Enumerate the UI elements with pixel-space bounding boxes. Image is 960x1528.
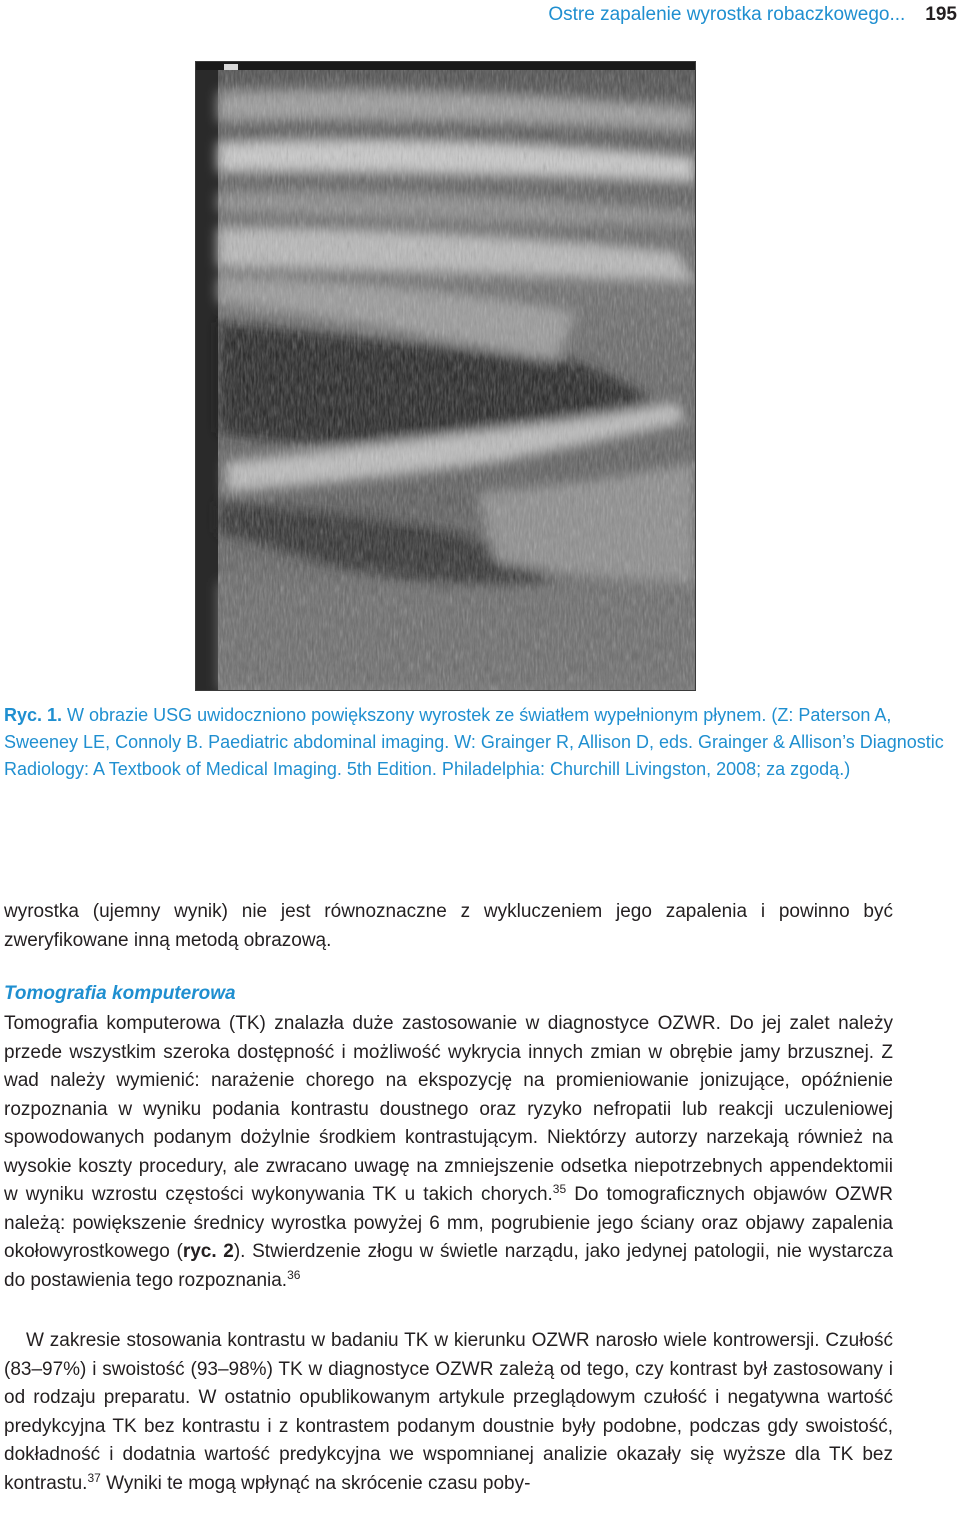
paragraph-2-part-b: Wyniki te mogą wpłynąć na skrócenie czasu poby- [100, 1472, 531, 1494]
paragraph-2 [4, 1327, 893, 1498]
page-number: 195 [925, 4, 957, 25]
ultrasound-image [195, 61, 696, 691]
intro-text: wyrostka (ujemny wynik) nie jest równoznaczne z wykluczeniem jego zapalenia i powinno być zweryfikowane inną metodą obrazową. [4, 901, 893, 951]
figure-caption [4, 702, 954, 783]
running-title: Ostre zapalenie wyrostka robaczkowego... [548, 4, 906, 25]
section-heading: Tomografia komputerowa [4, 983, 236, 1004]
reference-37: 37 [87, 1470, 101, 1485]
figure-label: Ryc. 1. [4, 705, 63, 725]
reference-36: 36 [287, 1267, 301, 1282]
paragraph-2-part-a: W zakresie stosowania kontrastu w badaniu TK w kierunku OZWR narosło wiele kontrowersji. Czułość (83–97%) i swoistość (93–98%) TK w diagnostyce OZWR zależą od tego, czy kontrast był zastosowany i od rodzaju preparatu. W ostatnio opublikowanym artykule przeglądowym czułość i negatywna wartość predykcyjna TK bez kontrastu i z kontrastem podanym doustnie były podobne, podczas gdy swoistość, dokładność i dodatnia wartość predykcyjna we wspomnianej analizie okazały się wyższe dla TK bez kontrastu. [4, 1330, 893, 1494]
paragraph-1 [4, 1010, 893, 1295]
running-header [548, 2, 960, 28]
section-paragraph-1 [4, 1010, 893, 1295]
section-paragraph-2 [4, 1327, 893, 1498]
paragraph-1-part-c: ). Stwierdzenie złogu w świetle narządu, jako jedynej patologii, nie wystarcza do postawienia tego rozpoznania. [4, 1241, 893, 1291]
paragraph-1-part-a: Tomografia komputerowa (TK) znalazła duże zastosowanie w diagnostyce OZWR. Do jej zalet należy przede wszystkim szeroka dostępność i możliwość wykrycia innych zmian w obrębie jamy brzusznej. Z wad należy wymienić: narażenie chorego na ekspozycję na promieniowanie jonizujące, opóźnienie rozpoznania w wyniku podania kontrastu doustnego oraz ryzyko nefropatii lub reakcji uczuleniowej spowodowanych podanym dożylnie środkiem kontrastującym. Niektórzy autorzy narzekają również na wysokie koszty procedury, ale zwracano uwagę na zmniejszenie odsetka niepotrzebnych appendektomii w wyniku wzrostu częstości wykonywania TK u takich chorych. [4, 1013, 893, 1205]
reference-35: 35 [552, 1182, 567, 1196]
intro-paragraph [4, 898, 893, 955]
figure-caption-text: W obrazie USG uwidoczniono powiększony wyrostek ze światłem wypełnionym płynem. (Z: Paterson A, Sweeney LE, Connoly B. Paediatric abdominal imaging. W: Grainger R, Allison D, eds. Grainger & Allison’s Diagnostic Radiology: A Textbook of Medical Imaging. 5th Edition. Philadelphia: Churchill Livingston, 2008; za zgodą.) [4, 705, 944, 779]
figure-reference: ryc. 2 [182, 1241, 234, 1262]
paragraph-1-part-b: Do tomograficznych objawów OZWR należą: powiększenie średnicy wyrostka powyżej 6 mm, pogrubienie jego ściany oraz objawy zapalenia okołowyrostkowego ( [4, 1184, 893, 1262]
